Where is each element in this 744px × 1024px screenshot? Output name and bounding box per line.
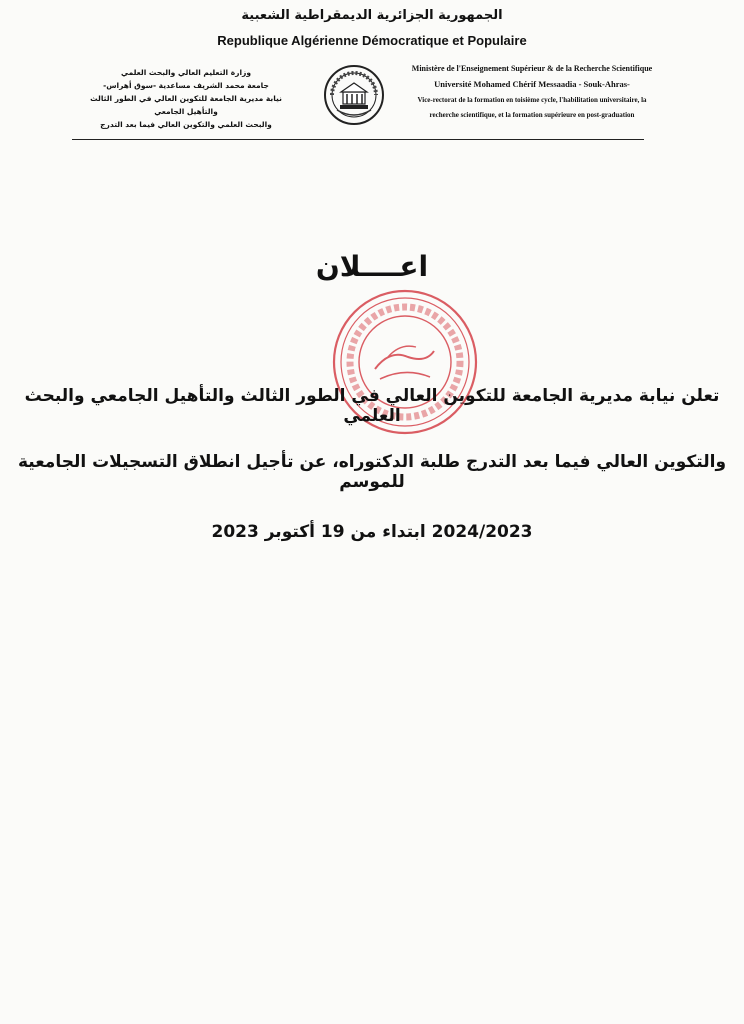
announcement-line-1: تعلن نيابة مديرية الجامعة للتكوين العالي في الطور الثالث والتأهيل الجامعي والبحث العلمي <box>24 386 720 426</box>
header-divider <box>72 139 644 140</box>
french-header-block <box>396 62 668 123</box>
french-republic-title: Republique Algérienne Démocratique et Populaire <box>217 33 527 48</box>
arabic-republic-title: الجمهورية الجزائرية الديمقراطية الشعبية <box>241 8 503 23</box>
vice-rectorate-french-1: Vice-rectorat de la formation en toisième cycle, l'habilitation universitaire, la <box>417 96 647 104</box>
university-seal-logo-icon <box>323 64 385 126</box>
vice-rectorate-arabic-2: والبحث العلمي والتكوين العالي فيما بعد التدرج <box>100 120 272 129</box>
university-french: Université Mohamed Chérif Messaadia - Souk-Ahras- <box>434 79 630 89</box>
announcement-line-2: والتكوين العالي فيما بعد التدرج طلبة الدكتوراه، عن تأجيل انطلاق التسجيلات الجامعية للموسم <box>17 452 727 492</box>
arabic-header-block <box>76 66 296 131</box>
university-arabic: جامعة محمد الشريف مساعدية -سوق أهراس- <box>103 81 269 90</box>
announcement-line-3: 2024/2023 ابتداء من 19 أكتوبر 2023 <box>211 522 533 542</box>
vice-rectorate-arabic-1: نيابة مديرية الجامعة للتكوين العالي في الطور الثالث والتأهيل الجامعي <box>90 94 282 116</box>
ministry-arabic: وزارة التعليم العالي والبحث العلمي <box>120 68 252 77</box>
ministry-french: Ministère de l'Enseignement Supérieur & de la Recherche Scientifique <box>411 64 653 73</box>
announcement-title: اعــــلان <box>315 250 429 283</box>
vice-rectorate-french-2: recherche scientifique, et la formation supérieure en post-graduation <box>429 111 635 119</box>
